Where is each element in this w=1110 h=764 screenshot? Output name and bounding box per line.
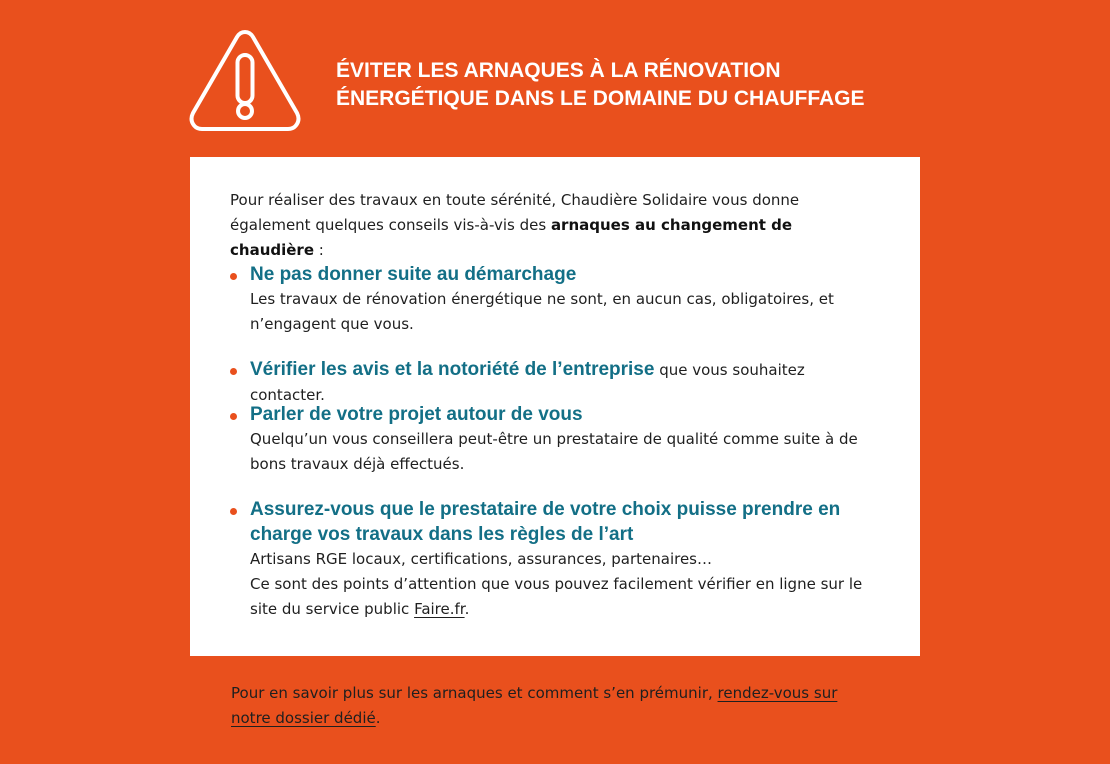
footer-description: Pour en savoir plus sur les arnaques et comment s’en prémunir, (231, 684, 718, 702)
intro-colon: : (314, 241, 324, 259)
advice-item-no-solicitation (230, 262, 880, 337)
page-title (336, 57, 865, 113)
advice-description: Les travaux de rénovation énergétique ne sont, en aucun cas, obligatoires, et n’engagent que vous. (250, 290, 834, 333)
dedicated-file-link[interactable]: rendez-vous sur notre dossier dédié (231, 684, 838, 727)
advice-description-line-1: Artisans RGE locaux, certifications, assurances, partenaires… (250, 550, 712, 568)
bullet-icon (230, 413, 237, 420)
advice-heading: Ne pas donner suite au démarchage (250, 264, 577, 285)
bullet-icon (230, 368, 237, 375)
advice-description-text: Ce sont des points d’attention que vous pouvez facilement vérifier en ligne sur le site du service public (250, 575, 863, 618)
faire-link[interactable]: Faire.fr (414, 600, 465, 618)
warning-header (189, 28, 929, 132)
page-title-line-1: ÉVITER LES ARNAQUES À LA RÉNOVATION (336, 59, 781, 82)
advice-heading: Parler de votre projet autour de vous (250, 404, 583, 425)
advice-card (190, 157, 920, 656)
footer-text (231, 681, 881, 731)
intro-emphasis: arnaques au changement de chaudière (230, 216, 793, 259)
intro-paragraph (230, 188, 880, 263)
advice-item-verify-provider (230, 497, 880, 622)
warning-icon (189, 28, 301, 132)
advice-heading: Vérifier les avis et la notoriété de l’entreprise (250, 359, 655, 380)
advice-description: que vous souhaitez contacter. (250, 361, 805, 404)
intro-text: Pour réaliser des travaux en toute sérénité, Chaudière Solidaire vous donne également quelques conseils vis-à-vis des (230, 191, 800, 234)
footer-period: . (375, 709, 381, 727)
advice-description: Quelqu’un vous conseillera peut-être un prestataire de qualité comme suite à de bons travaux déjà effectués. (250, 430, 858, 473)
page-title-line-2: ÉNERGÉTIQUE DANS LE DOMAINE DU CHAUFFAGE (336, 87, 865, 110)
advice-description-line-2 (250, 572, 880, 622)
advice-heading: Assurez-vous que le prestataire de votre choix puisse prendre en charge vos travaux dans les règles de l’art (250, 499, 841, 545)
advice-item-check-reviews (230, 357, 880, 404)
bullet-icon (230, 273, 237, 280)
advice-item-ask-around (230, 402, 880, 477)
advice-list (230, 262, 880, 622)
advice-description-period: . (464, 600, 470, 618)
bullet-icon (230, 508, 237, 515)
